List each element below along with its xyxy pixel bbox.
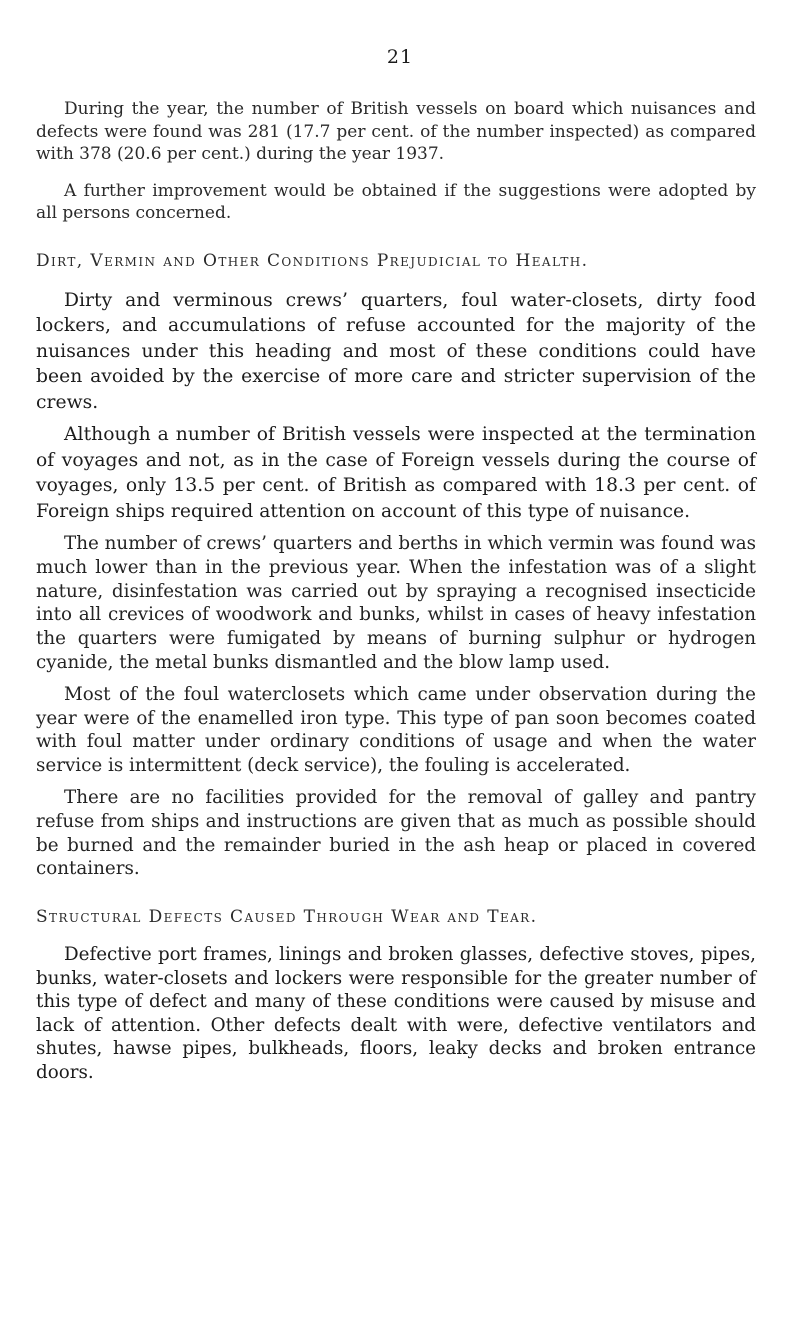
page-number: 21 xyxy=(386,46,414,68)
paragraph-dirty-quarters: Dirty and verminous crews’ quarters, foul water-closets, dirty food lockers, and accumulations of refuse accounted for the majority of the nuisances under this heading and most of these conditions could have been avoided by the exercise of more care and stricter supervision of the crews. xyxy=(36,289,756,413)
paragraph-british-vs-foreign: Although a number of British vessels were inspected at the termination of voyages and not, as in the case of Foreign vessels during the course of voyages, only 13.5 per cent. of British as compared with 18.3 per cent. of Foreign ships required attention on account of this type of nuisance. xyxy=(36,424,756,522)
paragraph-foul-waterclosets: Most of the foul waterclosets which came under observation during the year were of the enamelled iron type. This type of pan soon becomes coated with foul matter under ordinary conditions of usage and when the water service is intermittent (deck service), the fouling is accelerated. xyxy=(36,683,756,777)
paragraph-galley-refuse: There are no facilities provided for the removal of galley and pantry refuse from ships and instructions are given that as much as possible should be burned and the remainder buried in the ash heap or placed in covered containers. xyxy=(36,786,756,880)
document-page xyxy=(36,58,756,1084)
section-heading-structural-defects: Structural Defects Caused Through Wear and Tear. xyxy=(36,907,538,928)
paragraph-nuisances-count: During the year, the number of British vessels on board which nuisances and defects were found was 281 (17.7 per cent. of the number inspected) as compared with 378 (20.6 per cent.) during the year 1937. xyxy=(36,99,756,164)
paragraph-defective-port-frames: Defective port frames, linings and broken glasses, defective stoves, pipes, bunks, water-closets and lockers were responsible for the greater number of this type of defect and many of these conditions were caused by misuse and lack of attention. Other defects dealt with were, defective ventilators and shutes, hawse pipes, bulkheads, floors, leaky decks and broken entrance doors. xyxy=(36,944,756,1083)
section-heading-dirt-vermin: Dirt, Vermin and Other Conditions Prejudicial to Health. xyxy=(36,250,589,271)
paragraph-further-improvement: A further improvement would be obtained if the suggestions were adopted by all persons concerned. xyxy=(36,180,756,223)
paragraph-vermin-berths: The number of crews’ quarters and berths in which vermin was found was much lower than in the previous year. When the infestation was of a slight nature, disinfestation was carried out by spraying a recognised insecticide into all crevices of woodwork and bunks, whilst in cases of heavy infestation the quarters were fumigated by means of burning sulphur or hydrogen cyanide, the metal bunks dismantled and the blow lamp used. xyxy=(36,533,756,673)
